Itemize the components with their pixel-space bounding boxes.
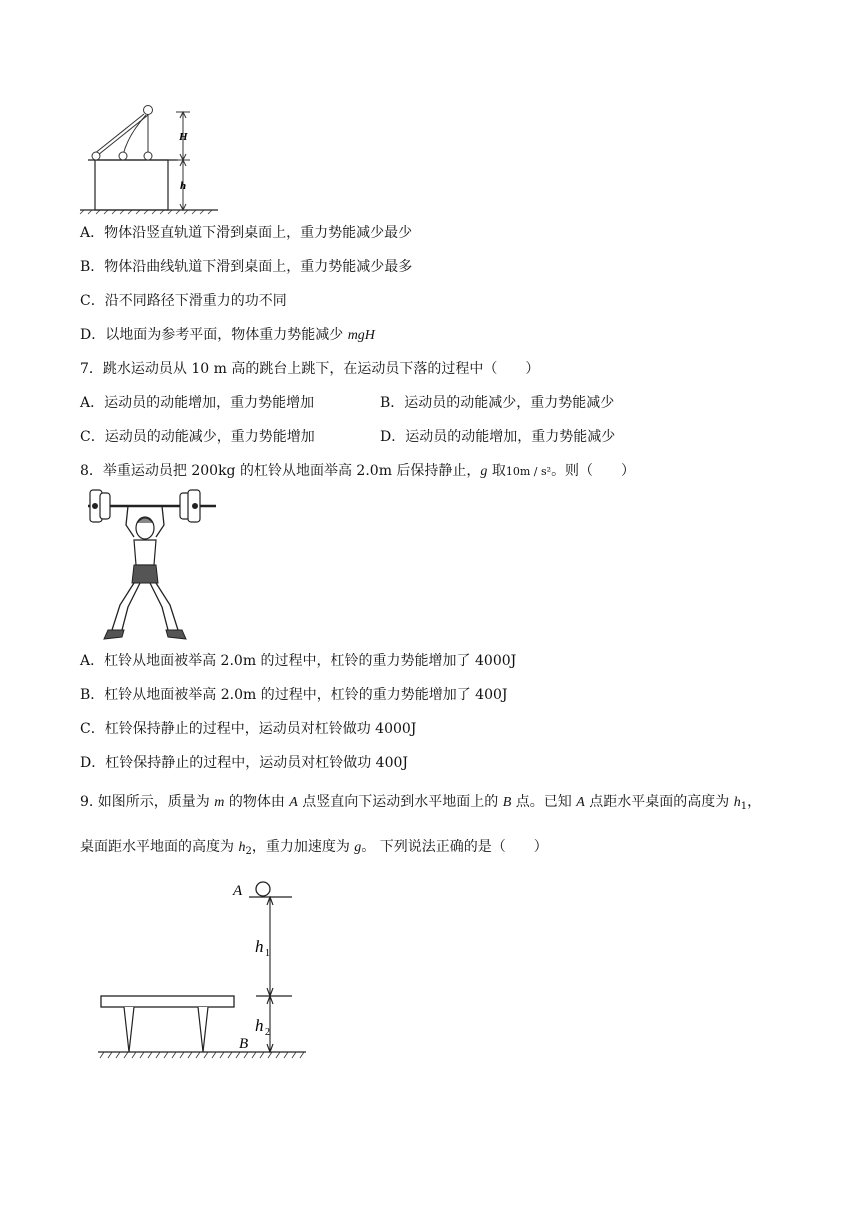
q6-option-c: C．沿不同路径下滑重力的功不同 (80, 293, 287, 309)
q9-stem-line2: 桌面距水平地面的高度为 $h_2$，重力加速度为 g。 下列说法正确的是（ ） (80, 839, 548, 857)
q9-label-h2-sub: 2 (265, 1027, 270, 1038)
q7-option-c: C．运动员的动能减少，重力势能增加 (80, 429, 315, 445)
q8-option-a: A．杠铃从地面被举高 2.0m 的过程中，杠铃的重力势能增加了 4000J (80, 653, 517, 669)
q7-option-a: A．运动员的动能增加，重力势能增加 (80, 395, 315, 411)
q8-stem: 8．举重运动员把 200kg 的杠铃从地面举高 2.0m 后保持静止，g 取10m / s²。则（ ） (80, 463, 636, 479)
q8-option-b: B．杠铃从地面被举高 2.0m 的过程中，杠铃的重力势能增加了 400J (80, 687, 508, 703)
q6-option-d: D．以地面为参考平面，物体重力势能减少 mgH (80, 327, 375, 343)
q9-label-a: A (233, 883, 243, 899)
q9-label-h1: h (255, 937, 264, 956)
weightlifter-figure (82, 485, 222, 645)
q6-option-a: A．物体沿竖直轨道下滑到桌面上，重力势能减少最少 (80, 225, 413, 241)
q9-label-h2: h (255, 1016, 264, 1035)
q6-label-h: h (180, 180, 187, 192)
q9-label-b: B (239, 1036, 249, 1052)
q6-label-H: H (179, 131, 188, 143)
q9-table-figure (96, 872, 311, 1062)
q7-option-b: B．运动员的动能减少，重力势能减少 (380, 395, 615, 411)
q9-stem-line1: 9. 如图所示，质量为 m 的物体由 A 点竖直向下运动到水平地面上的 B 点。已知 A 点距水平桌面的高度为 $h_1$， (80, 794, 762, 812)
q6-option-b: B．物体沿曲线轨道下滑到桌面上，重力势能减少最多 (80, 259, 413, 275)
q8-option-c: C．杠铃保持静止的过程中，运动员对杠铃做功 4000J (80, 721, 417, 737)
q9-label-h1-sub: 1 (265, 948, 270, 959)
q7-stem: 7．跳水运动员从 10 m 高的跳台上跳下，在运动员下落的过程中（ ） (80, 361, 540, 377)
q7-option-d: D．运动员的动能增加，重力势能减少 (380, 429, 616, 445)
q8-option-d: D．杠铃保持静止的过程中，运动员对杠铃做功 400J (80, 755, 409, 771)
q6-track-figure (78, 100, 228, 215)
